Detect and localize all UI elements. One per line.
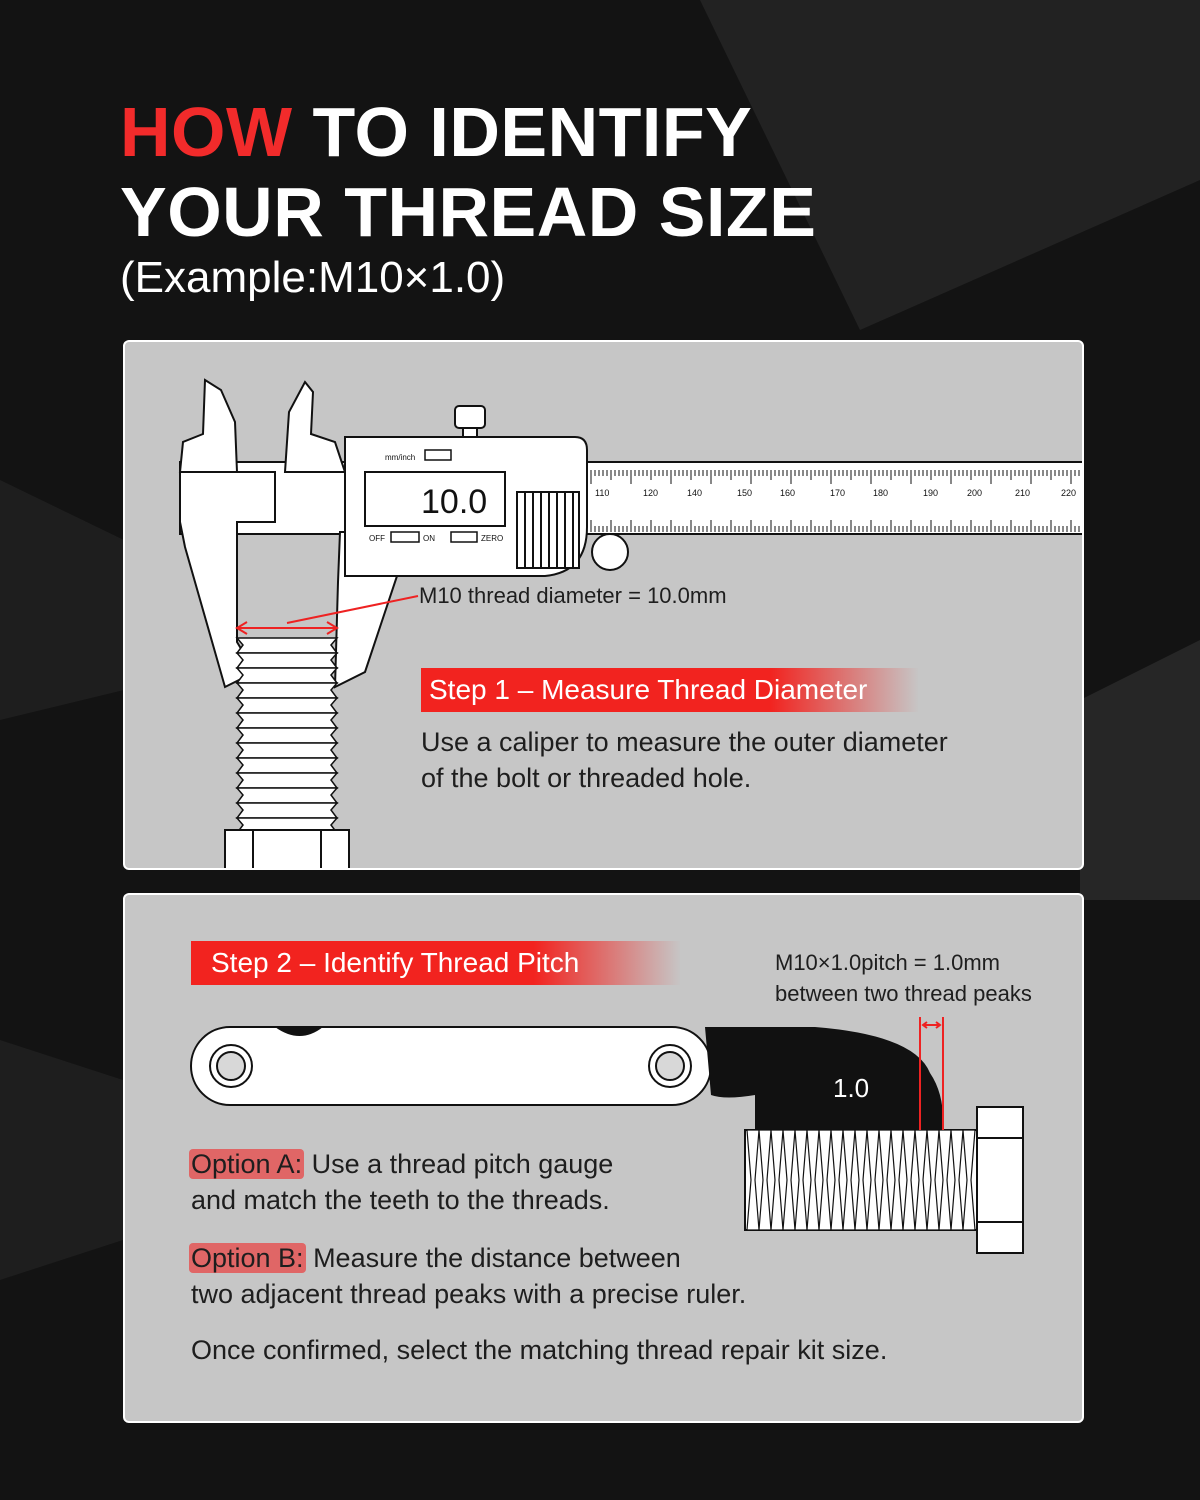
step1-description-line2: of the bolt or threaded hole. (421, 763, 752, 793)
zero-label: ZERO (481, 534, 504, 543)
option-b-line2: two adjacent thread peaks with a precise ruler. (191, 1279, 747, 1309)
scale-number: 190 (923, 488, 939, 498)
thread-ridge (237, 683, 337, 698)
scale-number: 200 (967, 488, 983, 498)
bolt-illustration (225, 638, 349, 868)
step1-description-line1: Use a caliper to measure the outer diameter (421, 727, 948, 757)
bolt-head (225, 830, 349, 868)
option-a-line1 (189, 1146, 613, 1182)
page-subtitle: (Example:M10×1.0) (120, 253, 506, 302)
scale-number: 150 (737, 488, 753, 498)
diameter-note: M10 thread diameter = 10.0mm (419, 583, 727, 608)
thread-ridge (237, 653, 337, 668)
thread-ridge (237, 728, 337, 743)
scale-number: 170 (830, 488, 846, 498)
thread-ridge (237, 758, 337, 773)
step1-panel (123, 340, 1084, 870)
option-b-line1 (189, 1240, 681, 1276)
thread-ridge (237, 803, 337, 818)
pitch-note-line1: M10×1.0pitch = 1.0mm (775, 950, 1001, 975)
option-a-text: Use a thread pitch gauge (304, 1149, 614, 1179)
on-label: ON (423, 534, 435, 543)
thread-ridge (237, 668, 337, 683)
option-b-text: Measure the distance between (305, 1243, 681, 1273)
step2-banner: Step 2 – Identify Thread Pitch (191, 941, 681, 985)
bolt-head (977, 1107, 1023, 1253)
scale-number: 220 (1061, 488, 1077, 498)
unit-label: mm/inch (385, 453, 416, 462)
step2-panel (123, 893, 1084, 1423)
thread-ridge (237, 698, 337, 713)
title-highlight: HOW (120, 93, 293, 171)
thread-ridge (237, 638, 337, 653)
scale-number: 160 (780, 488, 796, 498)
option-b-label: Option B: (191, 1243, 304, 1273)
option-a-line2: and match the teeth to the threads. (191, 1185, 610, 1215)
scale-number: 120 (643, 488, 659, 498)
thread-ridge (237, 788, 337, 803)
gauge-label: 1.0 (833, 1073, 870, 1103)
scale-number: 110 (595, 488, 610, 498)
caliper-display: 10.0 (421, 483, 488, 521)
title-line1-rest: TO IDENTIFY (312, 93, 753, 171)
thread-ridge (237, 743, 337, 758)
title-line2: YOUR THREAD SIZE (120, 173, 817, 251)
step1-banner: Step 1 – Measure Thread Diameter (421, 668, 919, 712)
thread-ridge (237, 713, 337, 728)
off-label: OFF (369, 534, 385, 543)
scale-number: 140 (687, 488, 703, 498)
scale-number: 180 (873, 488, 889, 498)
option-a-label: Option A: (191, 1149, 303, 1179)
confirm-text: Once confirmed, select the matching thread repair kit size. (191, 1335, 888, 1365)
page-title (120, 92, 816, 252)
pitch-note-line2: between two thread peaks (775, 981, 1032, 1006)
scale-number: 210 (1015, 488, 1031, 498)
thread-ridge (237, 773, 337, 788)
